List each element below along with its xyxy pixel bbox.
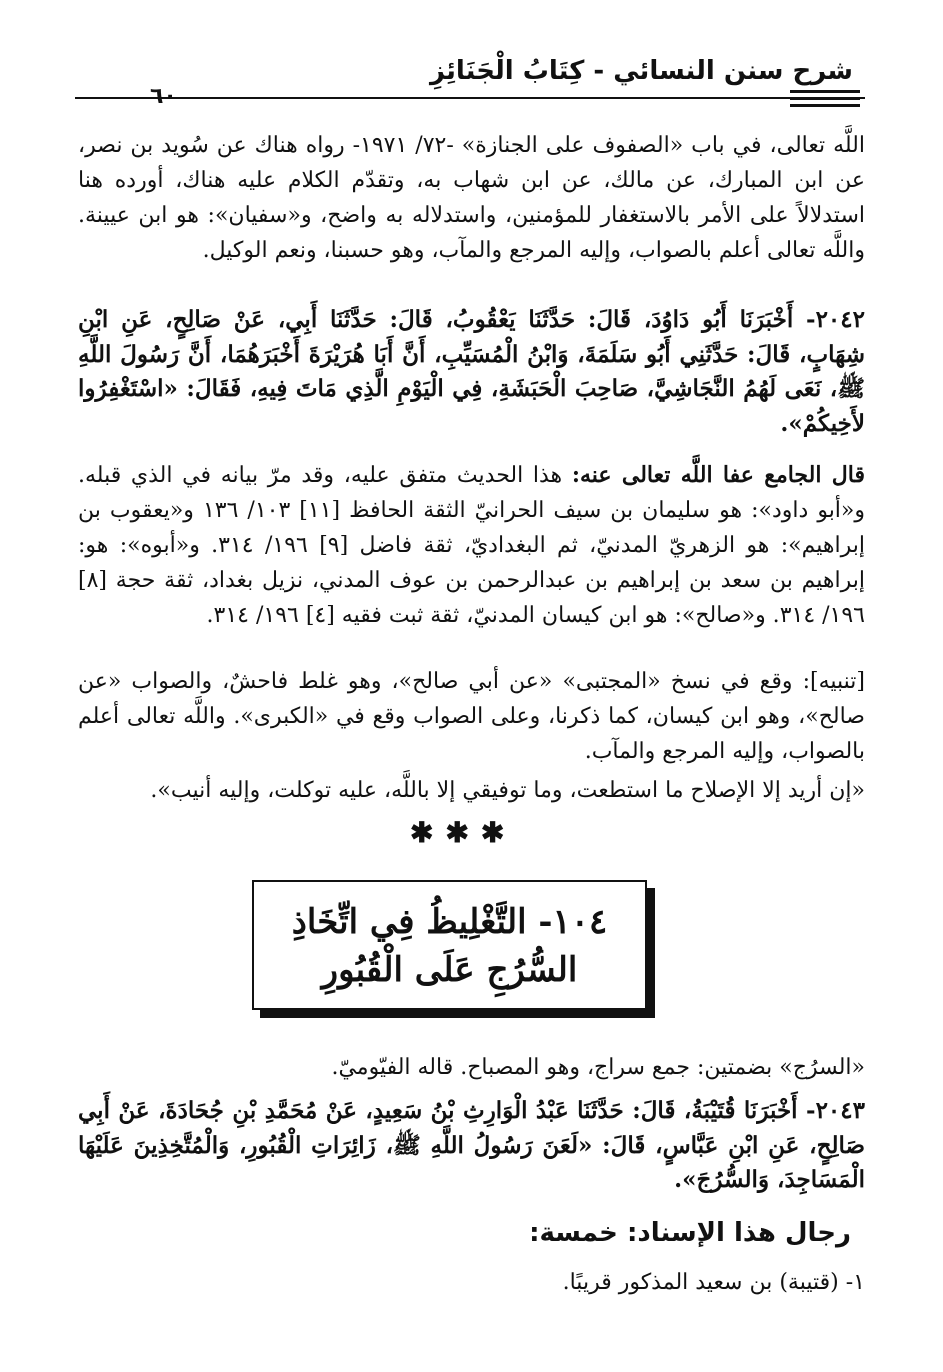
chapter-title-box <box>252 880 647 1010</box>
note-paragraph: [تنبيه]: وقع في نسخ «المجتبى» «عن أبي صالح»، وهو غلط فاحشٌ، والصواب «عن صالح»، وهو ابن كيسان، كما ذكرنا، وعلى الصواب وقع في «الكبرى». واللَّه تعالى أعلم بالصواب، وإليه المرجع والمآب. <box>78 669 865 764</box>
page-number: ٦٠ <box>150 84 177 109</box>
paragraph-intro: اللَّه تعالى، في باب «الصفوف على الجنازة» -٧٢/ ١٩٧١- رواه هناك عن سُويد بن نصر، عن ابن المبارك، عن مالك، عن ابن شهاب به، وتقدّم الكلام عليه هناك، أورده هنا استدلالاً على الأمر بالاستغفار للمؤمنين، واستدلاله به واضح، و«سفيان»: هو ابن عيينة. واللَّه تعالى أعلم بالصواب، وإليه المرجع والمآب، وهو حسبنا، ونعم الوكيل. <box>78 133 866 263</box>
commentary-paragraph <box>78 458 865 633</box>
header-decoration <box>790 90 860 111</box>
hadith-2042: ٢٠٤٢- أَخْبَرَنَا أَبُو دَاوُدَ، قَالَ: حَدَّثَنَا يَعْقُوبُ، قَالَ: حَدَّثَنَا أَبِي، عَنْ صَالِحٍ، عَنِ ابْنِ شِهَابٍ، قَالَ: حَدَّثَنِي أَبُو سَلَمَةَ، وَابْنُ الْمُسَيِّبِ، أَنَّ أَبَا هُرَيْرَةَ أَخْبَرَهُمَا، أَنَّ رَسُولَ اللَّهِ ﷺ، نَعَى لَهُمُ النَّجَاشِيَّ، صَاحِبَ الْحَبَشَةِ، فِي الْيَوْمِ الَّذِي مَاتَ فِيهِ، فَقَالَ: «اسْتَغْفِرُوا لأَخِيكُمْ». <box>78 306 865 437</box>
chapter-title: ١٠٤- التَّغْلِيظُ فِي اتِّخَاذِ السُّرُجِ عَلَى الْقُبُورِ <box>291 902 608 990</box>
narrator-item-1: ١- (قتيبة) بن سعيد المذكور قريبًا. <box>562 1270 865 1295</box>
commentary-lead: قال الجامع عفا اللَّه تعالى عنه: <box>571 462 865 488</box>
header-rule <box>75 97 865 99</box>
closing-paragraph: «إن أريد إلا الإصلاح ما استطعت، وما توفيقي إلا باللَّه، عليه توكلت، وإليه أنيب». <box>150 778 865 803</box>
running-header-title: شرح سنن النسائي - كِتَابُ الْجَنَائِزِ <box>429 56 853 86</box>
commentary-body: هذا الحديث متفق عليه، وقد مرّ بيانه في الذي قبله. و«أبو داود»: هو سليمان بن سيف الحرانيّ الثقة الحافظ [١١] ١٠٣/ ١٣٦ و«يعقوب بن إبراهيم»: هو الزهريّ المدنيّ، ثم البغداديّ، ثقة فاضل [٩] ١٩٦/ ٣١٤. و«أبوه»: هو: إبراهيم بن سعد بن إبراهيم بن عبدالرحمن بن عوف المدني، نزيل بغداد، ثقة حجة [٨] ١٩٦/ ٣١٤. و«صالح»: هو ابن كيسان المدنيّ، ثقة ثبت فقيه [٤] ١٩٦/ ٣١٤. <box>78 463 866 628</box>
section-heading: رجال هذا الإسناد: خمسة: <box>529 1218 851 1248</box>
definition-paragraph: «السرُج» بضمتين: جمع سراج، وهو المصباح. قاله الفيّوميّ. <box>331 1055 865 1080</box>
hadith-2043: ٢٠٤٣- أَخْبَرَنَا قُتَيْبَةُ، قَالَ: حَدَّثَنَا عَبْدُ الْوَارِثِ بْنُ سَعِيدٍ، عَنْ مُحَمَّدِ بْنِ جُحَادَةَ، عَنْ أَبِي صَالِحٍ، عَنِ ابْنِ عَبَّاسٍ، قَالَ: «لَعَنَ رَسُولُ اللَّهِ ﷺ، زَائِرَاتِ الْقُبُورِ، وَالْمُتَّخِذِينَ عَلَيْهَا الْمَسَاجِدَ، وَالسُّرُجَ». <box>78 1097 865 1193</box>
section-divider-stars: ✱✱✱ <box>410 816 517 849</box>
